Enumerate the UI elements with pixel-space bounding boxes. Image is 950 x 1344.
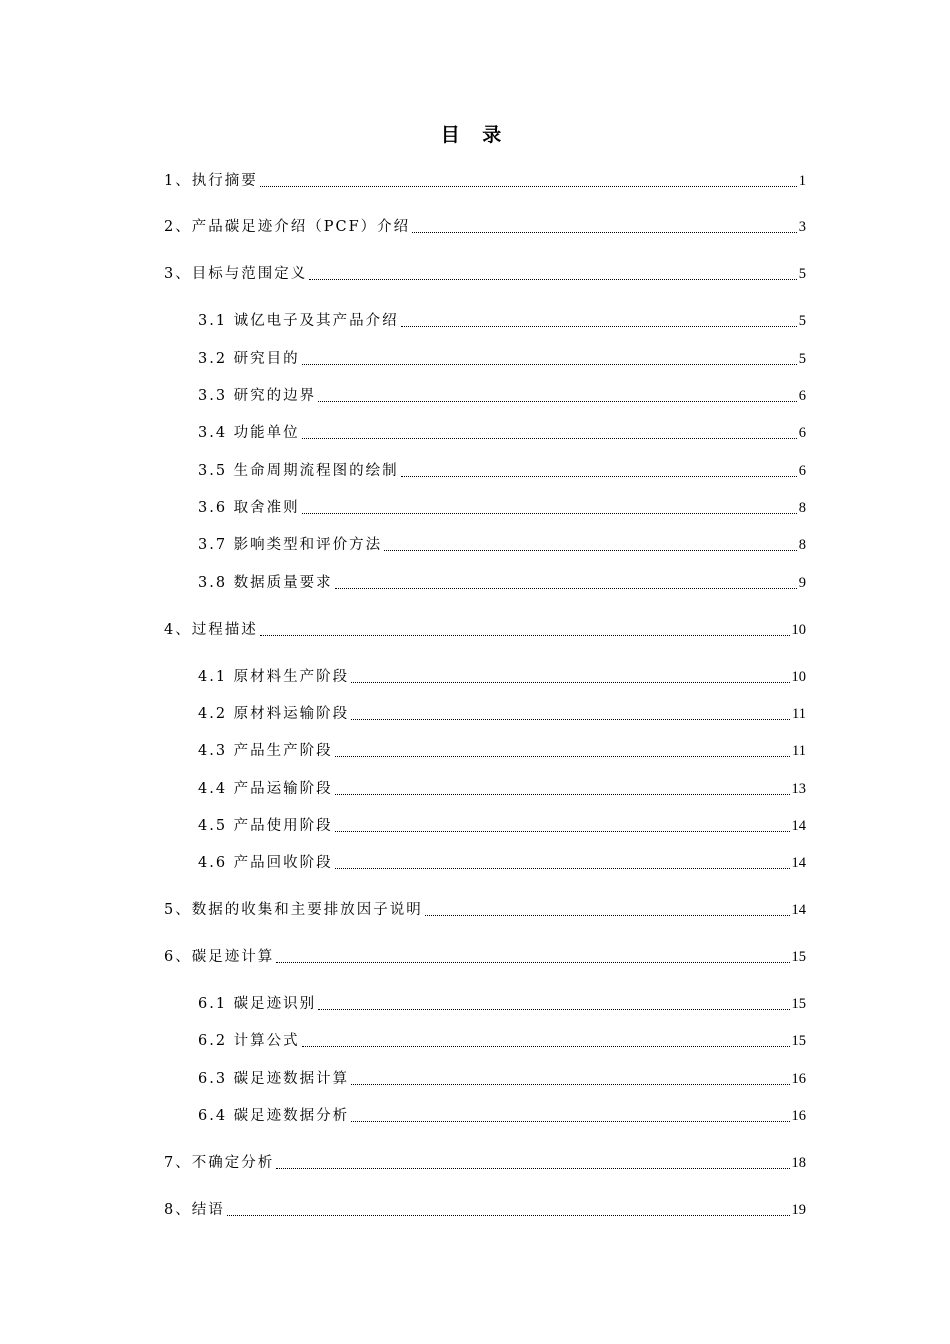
toc-entry[interactable] [198, 993, 806, 1015]
dot-leader [260, 186, 797, 187]
toc-entry-label: 4.1 原材料生产阶段 [198, 669, 350, 685]
toc-entry-label: 3.5 生命周期流程图的绘制 [198, 463, 399, 479]
dot-leader [335, 868, 790, 869]
toc-entry-page-number: 11 [792, 706, 806, 722]
toc-entry-label: 3、目标与范围定义 [164, 266, 308, 282]
toc-entry[interactable] [198, 1030, 806, 1052]
toc-entry-page-number: 11 [792, 743, 806, 759]
toc-entry-label: 3.3 研究的边界 [198, 388, 317, 404]
toc-entry-page-number: 16 [791, 1071, 806, 1087]
toc-entry-page-number: 19 [791, 1202, 806, 1218]
toc-entry-label: 3.7 影响类型和评价方法 [198, 537, 383, 553]
toc-entry-page-number: 8 [798, 500, 806, 516]
toc-entry[interactable] [164, 899, 806, 921]
dot-leader [384, 550, 797, 551]
dot-leader [351, 1084, 789, 1085]
dot-leader [227, 1215, 790, 1216]
toc-entry-label: 3.4 功能单位 [198, 425, 300, 441]
toc-entry[interactable] [198, 778, 806, 800]
dot-leader [309, 279, 797, 280]
toc-entry-page-number: 5 [798, 266, 806, 282]
toc-entry[interactable] [198, 534, 806, 556]
toc-entry-label: 7、不确定分析 [164, 1155, 275, 1171]
toc-entry-page-number: 14 [791, 855, 806, 871]
toc-entry-label: 5、数据的收集和主要排放因子说明 [164, 902, 423, 918]
toc-entry-page-number: 18 [791, 1155, 806, 1171]
dot-leader [335, 588, 797, 589]
toc-entry-label: 6.4 碳足迹数据分析 [198, 1108, 350, 1124]
toc-entry-page-number: 15 [791, 996, 806, 1012]
dot-leader [335, 756, 790, 757]
toc-entry-label: 6.3 碳足迹数据计算 [198, 1071, 350, 1087]
toc-entry[interactable] [164, 946, 806, 968]
dot-leader [302, 1046, 790, 1047]
toc-entry-label: 6.1 碳足迹识别 [198, 996, 317, 1012]
toc-entry[interactable] [164, 1152, 806, 1174]
dot-leader [276, 962, 789, 963]
toc-entry[interactable] [164, 170, 806, 192]
toc-entry[interactable] [198, 703, 806, 725]
dot-leader [425, 915, 790, 916]
toc-entry-page-number: 15 [791, 949, 806, 965]
toc-entry-page-number: 8 [798, 537, 806, 553]
toc-entry-label: 4.5 产品使用阶段 [198, 818, 333, 834]
toc-entry-page-number: 15 [791, 1033, 806, 1049]
toc-entry[interactable] [198, 740, 806, 762]
toc-entry-page-number: 5 [798, 351, 806, 367]
toc-entry[interactable] [198, 460, 806, 482]
dot-leader [302, 364, 797, 365]
dot-leader [276, 1168, 789, 1169]
toc-entry[interactable] [164, 619, 806, 641]
toc-entry-page-number: 3 [798, 219, 806, 235]
toc-entry-label: 3.1 诚亿电子及其产品介绍 [198, 313, 399, 329]
toc-entry-page-number: 13 [791, 781, 806, 797]
toc-entry-label: 3.2 研究目的 [198, 351, 300, 367]
dot-leader [318, 1009, 789, 1010]
toc-entry-page-number: 1 [798, 173, 806, 189]
toc-entry-page-number: 9 [798, 575, 806, 591]
toc-entry[interactable] [198, 666, 806, 688]
toc-title: 目 录 [440, 124, 510, 146]
dot-leader [302, 513, 797, 514]
toc-entry[interactable] [198, 572, 806, 594]
dot-leader [351, 1121, 789, 1122]
toc-entry-label: 3.8 数据质量要求 [198, 575, 333, 591]
toc-entry-page-number: 5 [798, 313, 806, 329]
dot-leader [401, 476, 797, 477]
toc-entry-page-number: 10 [791, 622, 806, 638]
dot-leader [351, 682, 789, 683]
toc-entry[interactable] [198, 852, 806, 874]
toc-entry[interactable] [198, 1068, 806, 1090]
toc-entry[interactable] [198, 422, 806, 444]
toc-entry-page-number: 16 [791, 1108, 806, 1124]
toc-entry-label: 6、碳足迹计算 [164, 949, 275, 965]
toc-entry[interactable] [164, 263, 806, 285]
toc-entry-label: 4.2 原材料运输阶段 [198, 706, 350, 722]
toc-entry-page-number: 10 [791, 669, 806, 685]
toc-entry-label: 4.6 产品回收阶段 [198, 855, 333, 871]
toc-entry-label: 3.6 取舍准则 [198, 500, 300, 516]
toc-entry-label: 4、过程描述 [164, 622, 258, 638]
dot-leader [335, 794, 790, 795]
toc-entry-label: 1、执行摘要 [164, 173, 258, 189]
dot-leader [260, 635, 790, 636]
dot-leader [351, 719, 790, 720]
toc-entry-label: 6.2 计算公式 [198, 1033, 300, 1049]
toc-entry-page-number: 6 [798, 463, 806, 479]
toc-entry-label: 8、结语 [164, 1202, 225, 1218]
toc-entry-page-number: 6 [798, 425, 806, 441]
dot-leader [401, 326, 797, 327]
toc-entry[interactable] [198, 815, 806, 837]
dot-leader [302, 438, 797, 439]
toc-entry[interactable] [164, 1199, 806, 1221]
toc-entry[interactable] [198, 385, 806, 407]
toc-entry[interactable] [198, 348, 806, 370]
dot-leader [335, 831, 790, 832]
toc-entry-label: 2、产品碳足迹介绍（PCF）介绍 [164, 219, 411, 235]
toc-entry[interactable] [164, 216, 806, 238]
toc-entry[interactable] [198, 1105, 806, 1127]
toc-entry-page-number: 14 [791, 818, 806, 834]
toc-entry-label: 4.4 产品运输阶段 [198, 781, 333, 797]
dot-leader [318, 401, 797, 402]
toc-entry[interactable] [198, 310, 806, 332]
dot-leader [412, 232, 797, 233]
toc-entry-label: 4.3 产品生产阶段 [198, 743, 333, 759]
toc-entry-page-number: 14 [791, 902, 806, 918]
toc-entry-page-number: 6 [798, 388, 806, 404]
toc-entry[interactable] [198, 497, 806, 519]
